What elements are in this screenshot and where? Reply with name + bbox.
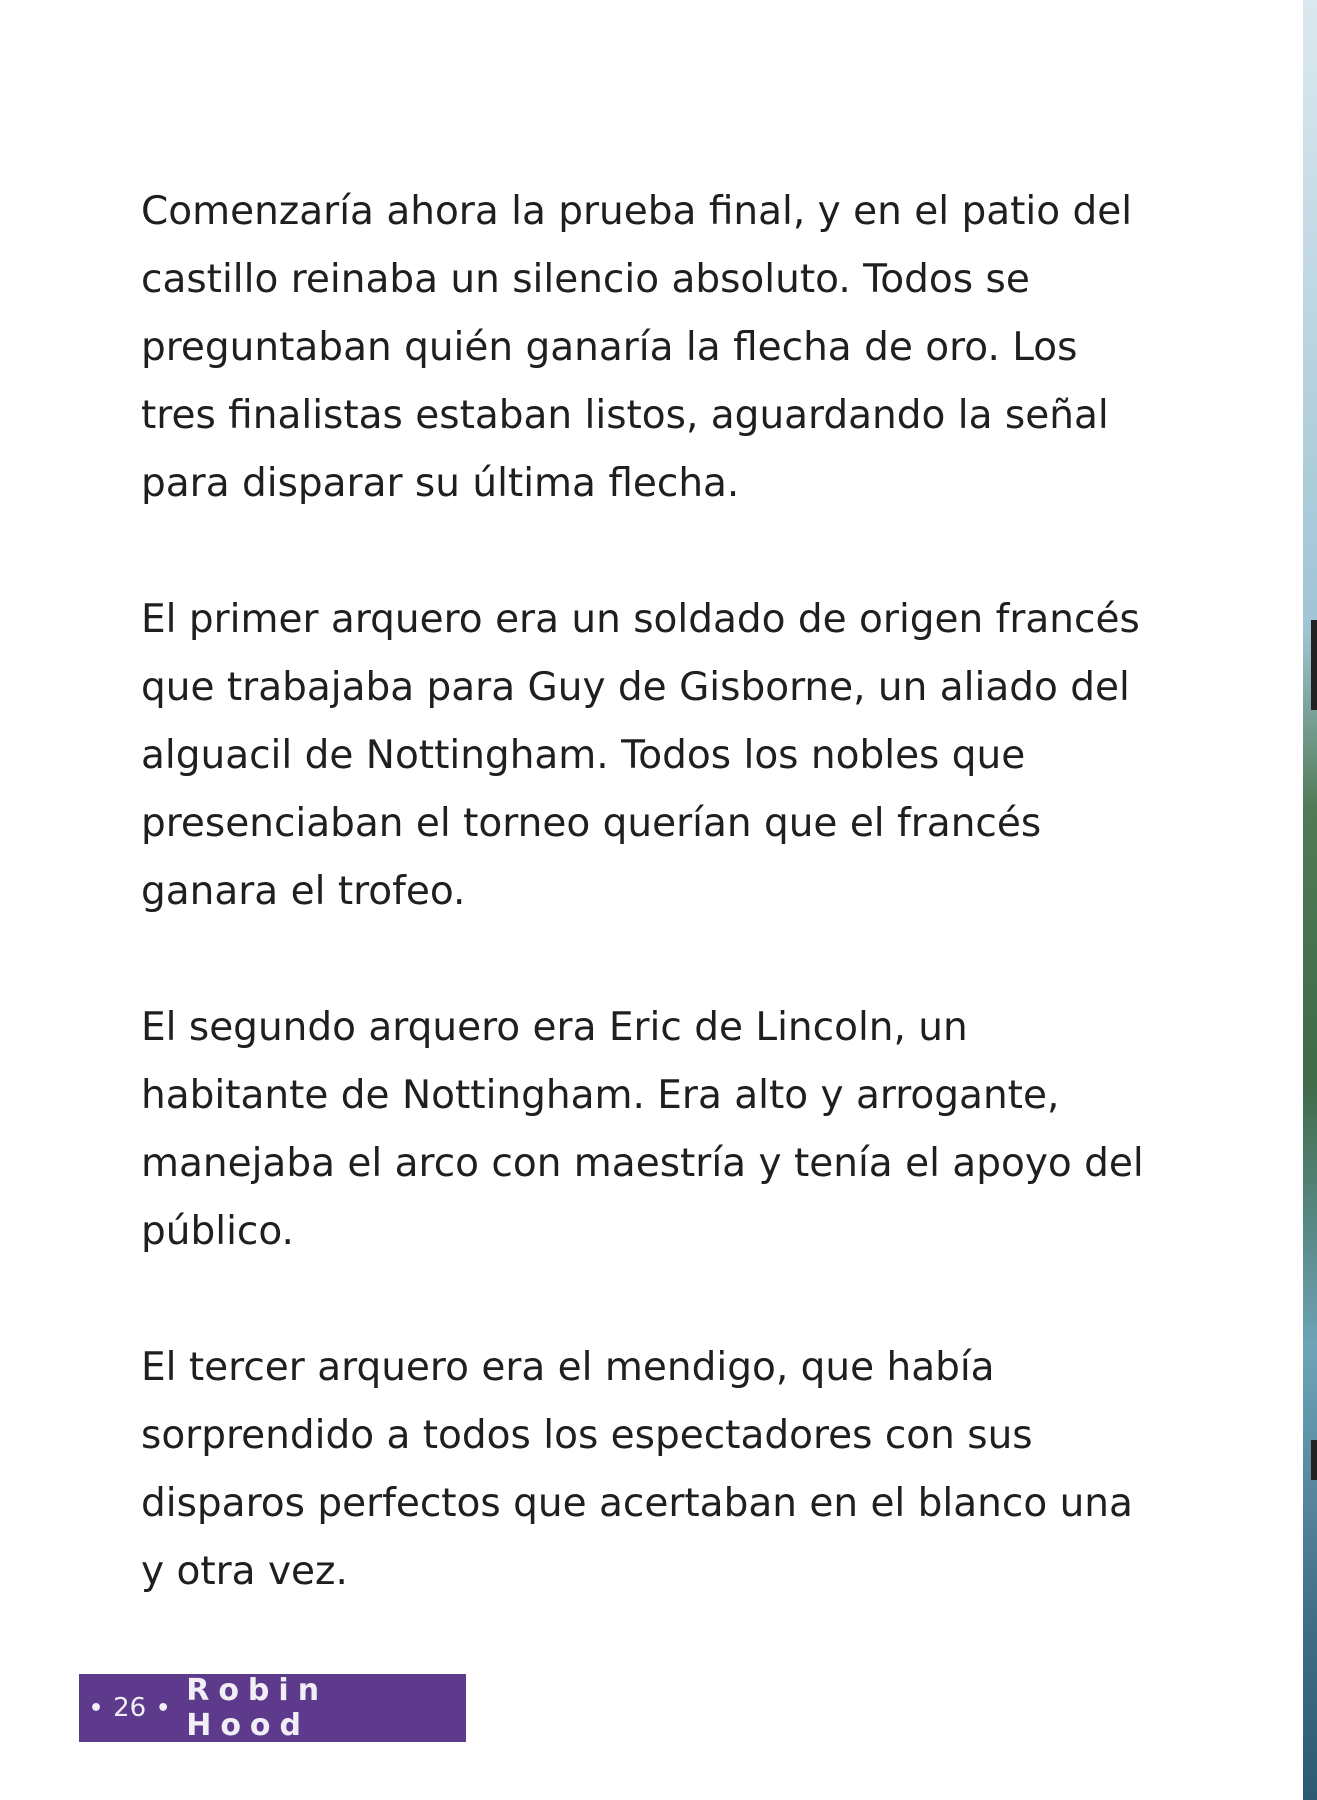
bullet-icon: • <box>89 1695 104 1721</box>
bullet-icon: • <box>156 1695 171 1721</box>
paragraph-1: Comenzaría ahora la prueba final, y en el patio del castillo reinaba un silencio absoluto. Todos se preguntaban quién ganaría la flecha de oro. Los tres finalistas estaban listos, aguardando la señal para disparar su última flecha. <box>141 189 1133 506</box>
book-title: Robin Hood <box>186 1673 329 1743</box>
paragraph-3: El segundo arquero era Eric de Lincoln, un habitante de Nottingham. Era alto y arrogante, manejaba el arco con maestría y tenía el apoyo del público. <box>141 1005 1144 1254</box>
adjacent-page-illustration-edge <box>1303 0 1317 1800</box>
paragraph-4: El tercer arquero era el mendigo, que había sorprendido a todos los espectadores con sus disparos perfectos que acertaban en el blanco una y otra vez. <box>141 1345 1133 1594</box>
illustration-mark <box>1311 620 1317 710</box>
page-number: 26 <box>113 1693 147 1723</box>
illustration-mark <box>1311 1440 1317 1480</box>
page-footer-tag <box>79 1674 466 1742</box>
paragraph-2: El primer arquero era un soldado de origen francés que trabajaba para Guy de Gisborne, un aliado del alguacil de Nottingham. Todos los nobles que presenciaban el torneo querían que el francés ganara el trofeo. <box>141 597 1140 914</box>
body-text <box>141 178 1151 1674</box>
